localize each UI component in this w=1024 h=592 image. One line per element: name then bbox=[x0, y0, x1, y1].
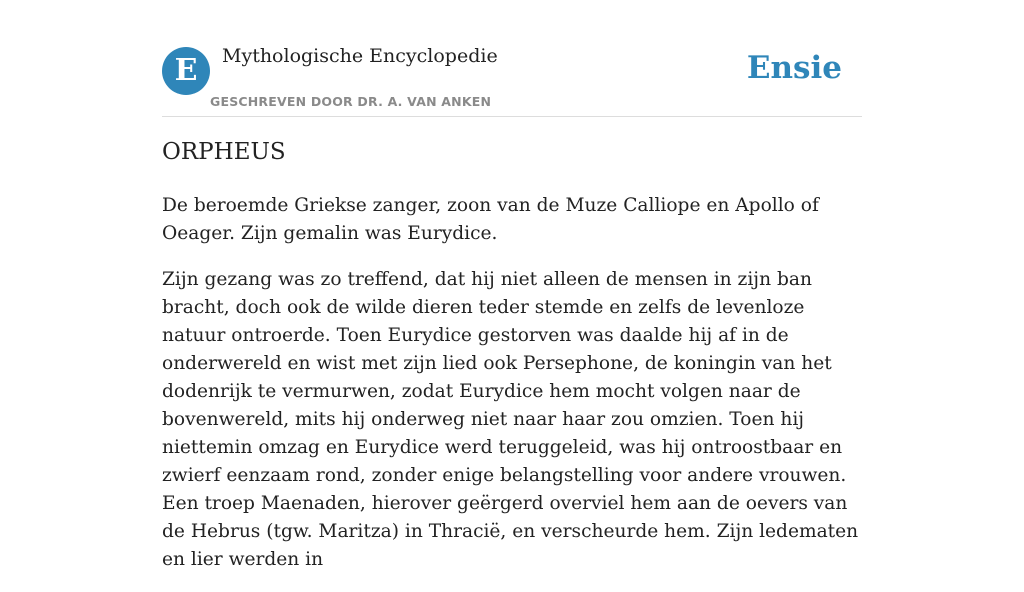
article-title: ORPHEUS bbox=[162, 139, 286, 165]
brand-logo[interactable]: Ensie bbox=[746, 50, 842, 86]
site-header bbox=[162, 40, 862, 117]
article-paragraph: De beroemde Griekse zanger, zoon van de Muze Calliope en Apollo of Oeager. Zijn gemalin was Eurydice. bbox=[162, 195, 819, 244]
article-body bbox=[162, 192, 868, 592]
publication-title[interactable]: Mythologische Encyclopedie bbox=[222, 45, 498, 67]
author-byline[interactable]: GESCHREVEN DOOR DR. A. VAN ANKEN bbox=[210, 94, 492, 109]
article-paragraph: Zijn gezang was zo treffend, dat hij niet alleen de mensen in zijn ban bracht, doch ook de wilde dieren teder stemde en zelfs de levenloze natuur ontroerde. Toen Eurydice gestorven was daalde hij af in de onderwereld en wist met zijn lied ook Persephone, de koningin van het dodenrijk te vermurwen, zodat Eurydice hem mocht volgen naar de bovenwereld, mits hij onderweg niet naar haar zou omzien. Toen hij niettemin omzag en Eurydice werd teruggeleid, was hij ontroostbaar en zwierf eenzaam rond, zonder enige belangstelling voor andere vrouwen. Een troep Maenaden, hierover geërgerd overviel hem aan de oevers van de Hebrus (tgw. Maritza) in Thracië, en verscheurde hem. Zijn ledematen en lier werden in bbox=[162, 269, 859, 570]
logo-badge[interactable]: E bbox=[162, 47, 210, 95]
